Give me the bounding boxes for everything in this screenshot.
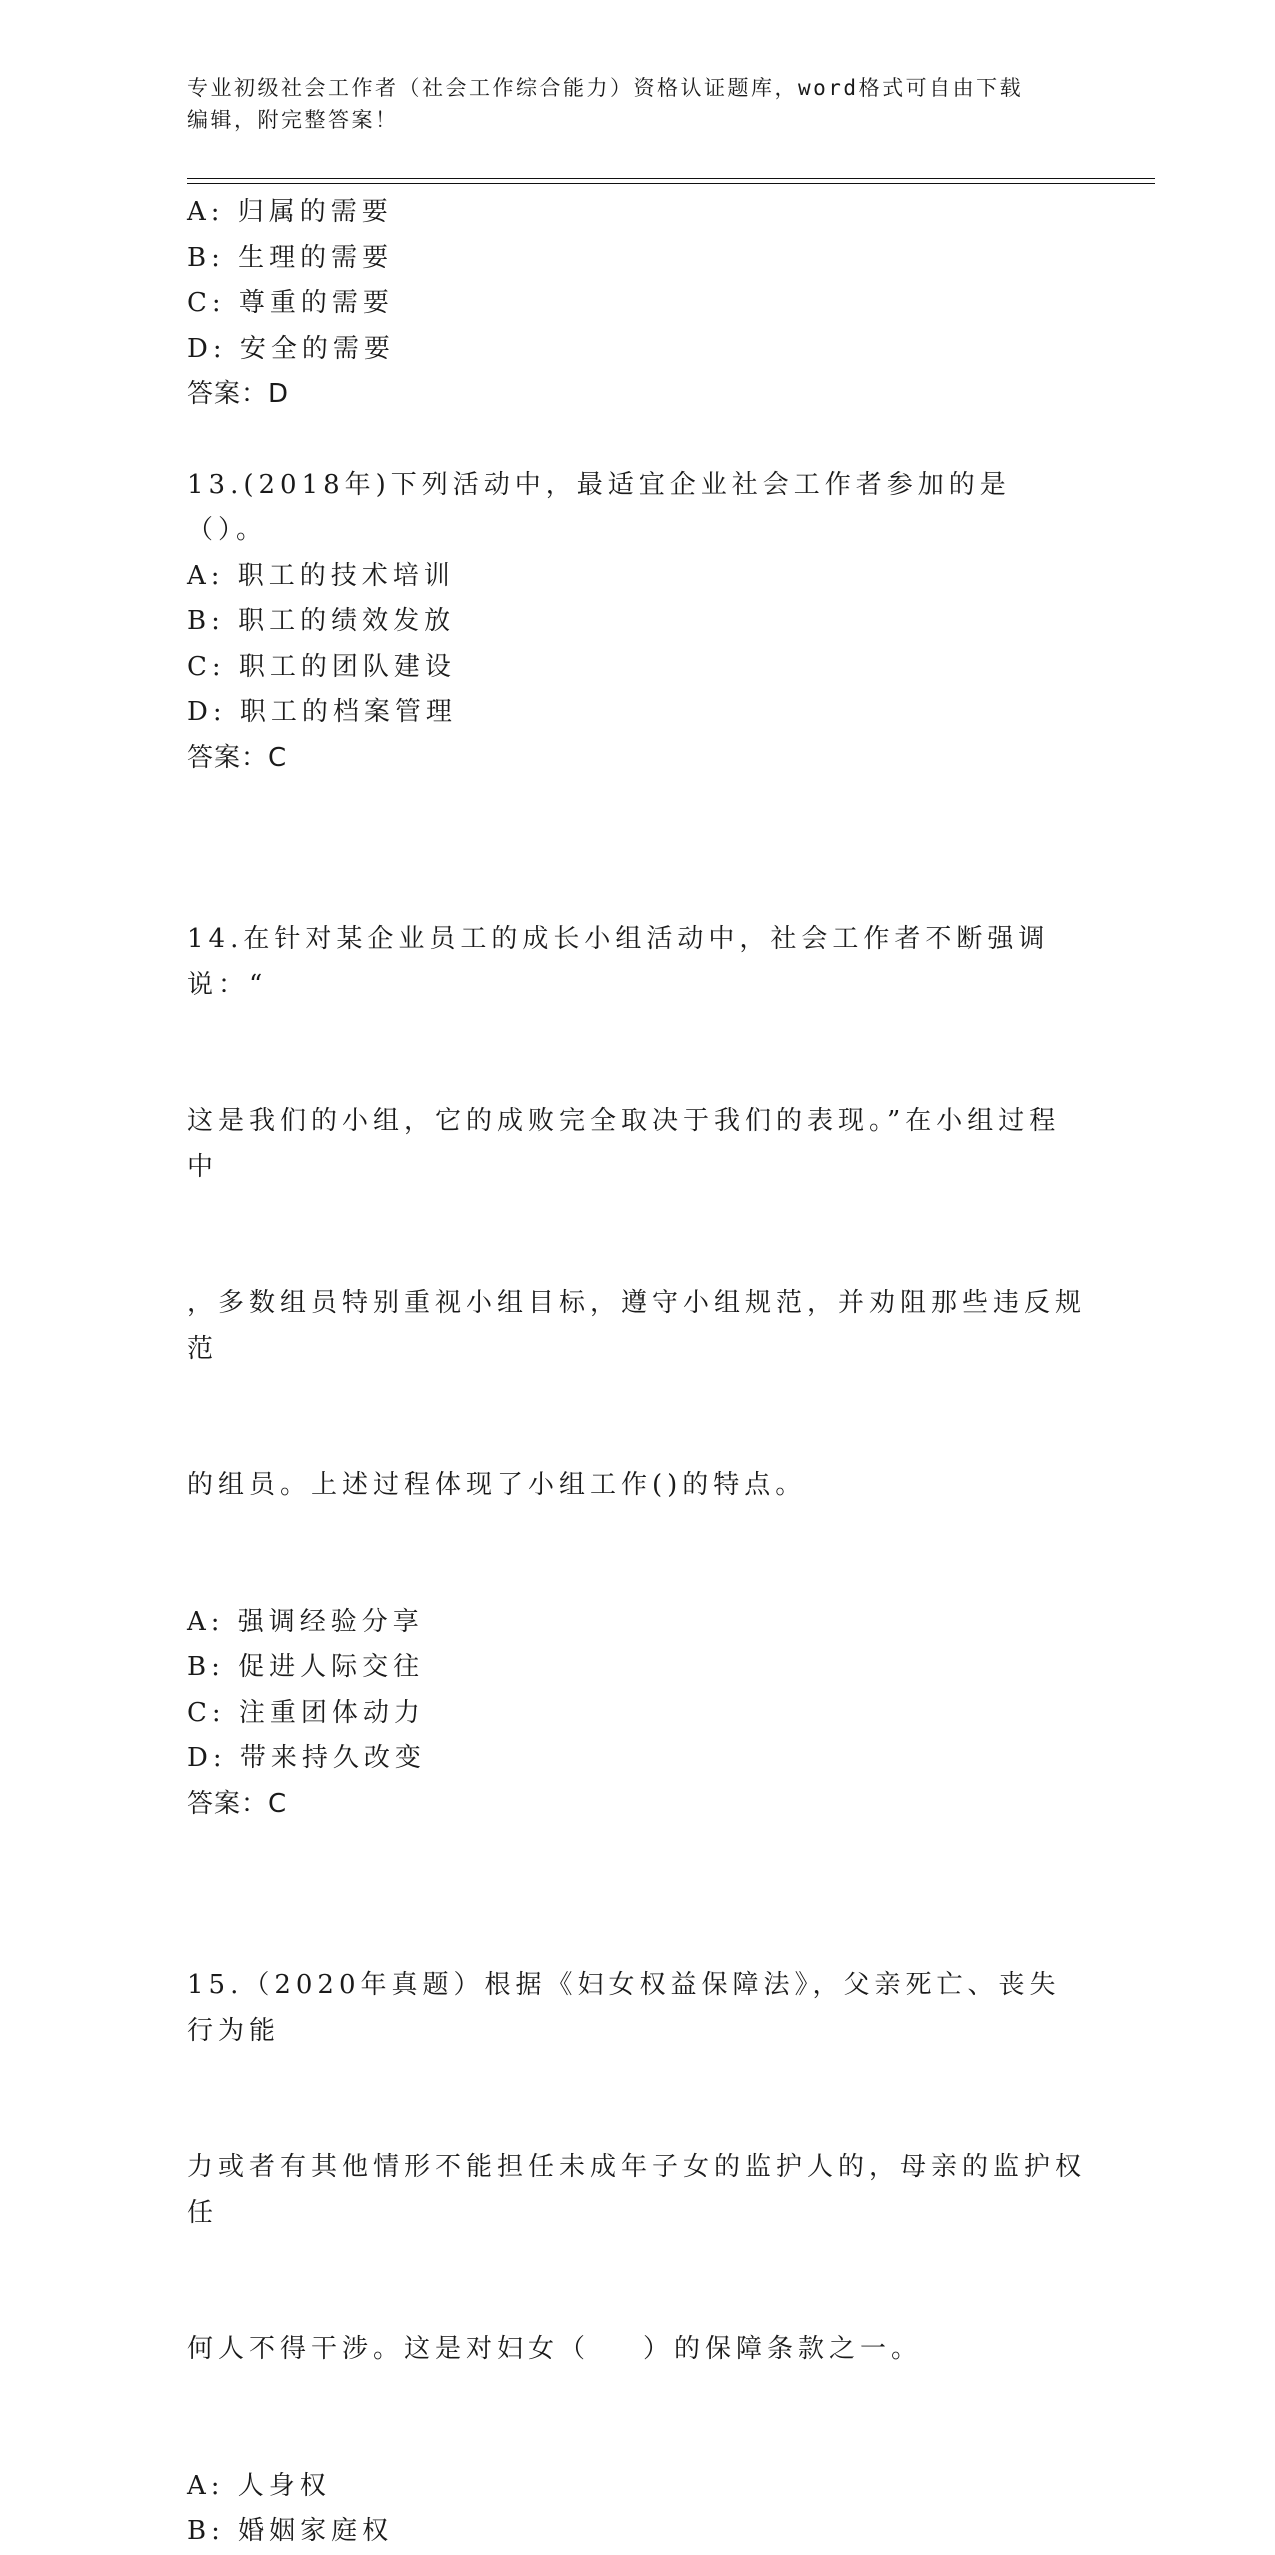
answer: 答案：D — [187, 379, 290, 409]
option-b: B: 职工的绩效发放 — [187, 606, 456, 636]
question-line: 力或者有其他情形不能担任未成年子女的监护人的，母亲的监护权任 — [187, 2152, 1087, 2228]
option-d: D: 安全的需要 — [187, 333, 395, 364]
header-rule-top — [187, 178, 1155, 179]
option-a: A: 强调经验分享 — [187, 1606, 424, 1637]
question-line: 这是我们的小组，它的成败完全取决于我们的表现。”在小组过程中 — [187, 1106, 1061, 1182]
option-c: C: 职工的团队建设 — [187, 651, 456, 682]
question-list — [187, 190, 1087, 2555]
option-a: A: 人身权 — [187, 2470, 331, 2501]
answer: 答案：C — [187, 1788, 288, 1819]
question-line: ，多数组员特别重视小组目标，遵守小组规范，并劝阻那些违反规范 — [187, 1288, 1087, 1364]
question-block-14 — [187, 826, 1087, 1827]
question-line: 14.在针对某企业员工的成长小组活动中，社会工作者不断强调说：“ — [187, 924, 1050, 1000]
option-d: D: 职工的档案管理 — [187, 697, 457, 727]
option-d: D: 带来持久改变 — [187, 1743, 426, 1773]
question-line: 何人不得干涉。这是对妇女（ ）的保障条款之一。 — [187, 2334, 923, 2364]
question-block-12 — [187, 190, 1087, 418]
question-line: 的组员。上述过程体现了小组工作()的特点。 — [187, 1470, 807, 1500]
option-b: B: 促进人际交往 — [187, 1652, 425, 1682]
answer: 答案：C — [187, 742, 288, 773]
question-block-15 — [187, 1872, 1087, 2555]
option-c: C: 注重团体动力 — [187, 1697, 425, 1728]
question-line: 15.（2020年真题）根据《妇女权益保障法》，父亲死亡、丧失行为能 — [187, 1970, 1061, 2046]
question-text: 13.(2018年)下列活动中，最适宜企业社会工作者参加的是（）。 — [187, 469, 1011, 545]
document-header — [187, 72, 1087, 136]
option-a: A: 职工的技术培训 — [187, 560, 455, 591]
question-text — [187, 1872, 1087, 2464]
question-text — [187, 826, 1087, 1600]
option-b: B: 婚姻家庭权 — [187, 2516, 394, 2546]
header-line-1: 专业初级社会工作者（社会工作综合能力）资格认证题库，word格式可自由下载 — [187, 76, 1024, 100]
question-block-13 — [187, 463, 1087, 782]
option-b: B: 生理的需要 — [187, 242, 394, 273]
option-c: C: 尊重的需要 — [187, 288, 394, 318]
option-a: A: 归属的需要 — [187, 197, 393, 227]
header-line-2: 编辑，附完整答案！ — [187, 108, 399, 132]
header-rule-bottom — [187, 183, 1155, 184]
